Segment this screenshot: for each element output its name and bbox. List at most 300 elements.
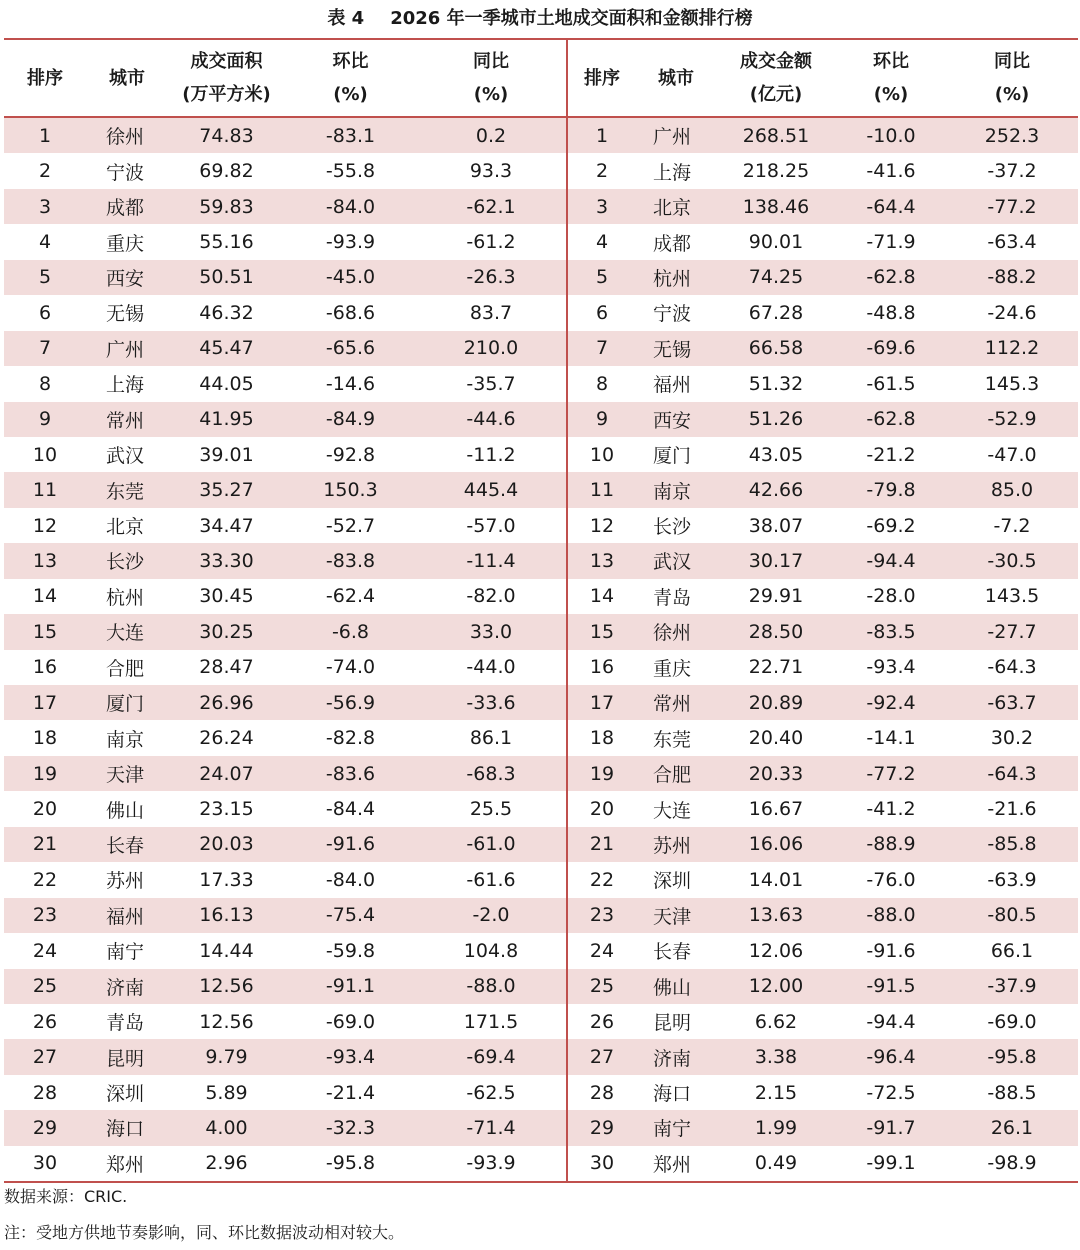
right-mom-cell: -64.4 xyxy=(866,195,916,218)
right-yoy-cell: 30.2 xyxy=(990,727,1034,750)
right-city-cell: 无锡 xyxy=(653,338,692,361)
right-rank-cell: 4 xyxy=(595,231,609,254)
header-right-rank xyxy=(568,40,636,116)
header-left-area xyxy=(168,40,285,116)
left-mom-cell: -95.8 xyxy=(325,1152,376,1175)
header-text: 城市 xyxy=(109,67,145,89)
right-city-cell: 重庆 xyxy=(653,657,692,680)
right-mom-cell: -62.8 xyxy=(866,266,916,289)
right-mom-cell: -28.0 xyxy=(866,585,916,608)
right-city-cell: 佛山 xyxy=(653,976,692,999)
right-rank-cell: 21 xyxy=(589,833,615,856)
left-yoy-cell: 93.3 xyxy=(416,153,568,188)
left-area-cell: 14.44 xyxy=(199,939,254,962)
right-yoy-cell: -77.2 xyxy=(987,195,1037,218)
left-city-cell: 佛山 xyxy=(106,799,145,822)
left-mom-cell: -93.9 xyxy=(325,231,376,254)
left-rank-cell: 4 xyxy=(38,231,52,254)
left-mom-cell: -91.6 xyxy=(325,833,376,856)
right-mom-cell: -94.4 xyxy=(866,1010,916,1033)
right-mom-cell: -91.5 xyxy=(866,975,916,998)
table-row xyxy=(4,579,1078,614)
left-area-cell: 12.56 xyxy=(199,975,254,998)
right-mom-cell: -10.0 xyxy=(866,124,916,147)
right-yoy-cell: -64.3 xyxy=(987,656,1037,679)
left-city-cell: 天津 xyxy=(106,764,145,787)
table-row xyxy=(4,933,1078,968)
table-row xyxy=(4,118,1078,153)
left-rank-cell: 19 xyxy=(32,762,58,785)
right-yoy-cell: -21.6 xyxy=(987,798,1037,821)
right-city-cell: 西安 xyxy=(653,409,692,432)
right-rank-cell: 25 xyxy=(589,975,615,998)
left-mom-cell: -92.8 xyxy=(325,443,376,466)
left-rank-cell: 29 xyxy=(32,1116,58,1139)
right-city-cell: 宁波 xyxy=(653,303,692,326)
right-amount-cell: 218.25 xyxy=(742,160,810,183)
right-city-cell: 厦门 xyxy=(653,445,692,468)
left-yoy-cell: -11.2 xyxy=(416,437,568,472)
left-rank-cell: 12 xyxy=(32,514,58,537)
table-row xyxy=(4,543,1078,578)
table-row xyxy=(4,153,1078,188)
right-yoy-cell: -69.0 xyxy=(987,1010,1037,1033)
right-amount-cell: 12.06 xyxy=(748,939,804,962)
left-area-cell: 69.82 xyxy=(199,160,254,183)
right-rank-cell: 14 xyxy=(589,585,615,608)
right-amount-cell: 51.32 xyxy=(748,372,804,395)
right-amount-cell: 30.17 xyxy=(748,549,804,572)
right-yoy-cell: -85.8 xyxy=(987,833,1037,856)
right-amount-cell: 43.05 xyxy=(748,443,804,466)
left-mom-cell: -32.3 xyxy=(325,1116,376,1139)
right-city-cell: 南京 xyxy=(653,480,692,503)
left-yoy-cell: 210.0 xyxy=(416,331,568,366)
table-row xyxy=(4,260,1078,295)
left-city-cell: 北京 xyxy=(106,516,145,539)
left-area-cell: 55.16 xyxy=(199,231,254,254)
left-mom-cell: -65.6 xyxy=(325,337,376,360)
left-yoy-cell: -82.0 xyxy=(416,579,568,614)
header-left-mom xyxy=(285,40,416,116)
right-mom-cell: -83.5 xyxy=(866,620,916,643)
left-yoy-cell: 86.1 xyxy=(416,720,568,755)
right-amount-cell: 6.62 xyxy=(754,1010,798,1033)
left-mom-cell: -52.7 xyxy=(325,514,376,537)
header-text: (%) xyxy=(873,84,909,105)
header-text: 城市 xyxy=(658,67,694,89)
left-area-cell: 2.96 xyxy=(205,1152,248,1175)
left-area-cell: 33.30 xyxy=(199,549,254,572)
right-yoy-cell: -98.9 xyxy=(987,1152,1037,1175)
left-city-cell: 海口 xyxy=(106,1118,145,1141)
right-city-cell: 成都 xyxy=(653,232,692,255)
right-yoy-cell: 252.3 xyxy=(984,124,1040,147)
left-area-cell: 17.33 xyxy=(199,868,254,891)
left-rank-cell: 22 xyxy=(32,868,58,891)
right-mom-cell: -88.9 xyxy=(866,833,916,856)
right-city-cell: 海口 xyxy=(653,1083,692,1106)
header-text: 排序 xyxy=(584,67,620,89)
left-rank-cell: 6 xyxy=(38,301,52,324)
left-rank-cell: 26 xyxy=(32,1010,58,1033)
right-yoy-cell: -27.7 xyxy=(987,620,1037,643)
left-rank-cell: 15 xyxy=(32,620,58,643)
left-city-cell: 成都 xyxy=(106,197,145,220)
right-city-cell: 北京 xyxy=(653,197,692,220)
header-right-city xyxy=(636,40,716,116)
header-text: (%) xyxy=(473,84,509,105)
left-rank-cell: 14 xyxy=(32,585,58,608)
right-amount-cell: 138.46 xyxy=(742,195,810,218)
right-mom-cell: -96.4 xyxy=(866,1046,916,1069)
right-yoy-cell: -52.9 xyxy=(987,408,1037,431)
left-city-cell: 合肥 xyxy=(106,657,145,680)
left-yoy-cell: -61.6 xyxy=(416,862,568,897)
left-area-cell: 4.00 xyxy=(205,1116,248,1139)
right-rank-cell: 7 xyxy=(595,337,609,360)
left-city-cell: 深圳 xyxy=(106,1083,145,1106)
right-amount-cell: 12.00 xyxy=(748,975,804,998)
left-area-cell: 39.01 xyxy=(199,443,254,466)
table-row xyxy=(4,331,1078,366)
right-rank-cell: 11 xyxy=(589,479,615,502)
left-city-cell: 长沙 xyxy=(106,551,145,574)
table-row xyxy=(4,791,1078,826)
left-area-cell: 16.13 xyxy=(199,904,254,927)
table-row xyxy=(4,614,1078,649)
left-area-cell: 9.79 xyxy=(205,1046,248,1069)
right-rank-cell: 28 xyxy=(589,1081,615,1104)
left-area-cell: 28.47 xyxy=(199,656,254,679)
left-rank-cell: 5 xyxy=(38,266,52,289)
right-yoy-cell: 143.5 xyxy=(984,585,1040,608)
left-area-cell: 41.95 xyxy=(199,408,254,431)
table-row xyxy=(4,224,1078,259)
right-yoy-cell: -88.5 xyxy=(987,1081,1037,1104)
left-area-cell: 24.07 xyxy=(199,762,254,785)
right-mom-cell: -91.7 xyxy=(866,1116,916,1139)
right-yoy-cell: -7.2 xyxy=(993,514,1031,537)
right-amount-cell: 28.50 xyxy=(748,620,804,643)
left-yoy-cell: -11.4 xyxy=(416,543,568,578)
right-amount-cell: 268.51 xyxy=(742,124,810,147)
left-area-cell: 59.83 xyxy=(199,195,254,218)
table-row xyxy=(4,685,1078,720)
left-area-cell: 5.89 xyxy=(205,1081,248,1104)
right-city-cell: 昆明 xyxy=(653,1012,692,1035)
right-amount-cell: 20.33 xyxy=(748,762,804,785)
left-rank-cell: 28 xyxy=(32,1081,58,1104)
left-mom-cell: -84.4 xyxy=(325,798,376,821)
left-yoy-cell: -68.3 xyxy=(416,756,568,791)
left-yoy-cell: 104.8 xyxy=(416,933,568,968)
right-mom-cell: -41.6 xyxy=(866,160,916,183)
right-rank-cell: 9 xyxy=(595,408,609,431)
left-mom-cell: -6.8 xyxy=(331,620,370,643)
right-mom-cell: -61.5 xyxy=(866,372,916,395)
right-yoy-cell: -30.5 xyxy=(987,549,1037,572)
header-right-amount xyxy=(716,40,836,116)
left-yoy-cell: -44.6 xyxy=(416,402,568,437)
left-area-cell: 74.83 xyxy=(199,124,254,147)
right-city-cell: 东莞 xyxy=(653,728,692,751)
right-yoy-cell: -37.2 xyxy=(987,160,1037,183)
left-rank-cell: 18 xyxy=(32,727,58,750)
right-yoy-cell: -24.6 xyxy=(987,301,1037,324)
header-text: (亿元) xyxy=(749,84,803,105)
left-city-cell: 郑州 xyxy=(106,1153,145,1176)
left-area-cell: 26.96 xyxy=(199,691,254,714)
right-amount-cell: 1.99 xyxy=(754,1116,798,1139)
left-mom-cell: -83.6 xyxy=(325,762,376,785)
right-mom-cell: -94.4 xyxy=(866,549,916,572)
table-row xyxy=(4,898,1078,933)
left-rank-cell: 11 xyxy=(32,479,58,502)
left-mom-cell: -93.4 xyxy=(325,1046,376,1069)
right-city-cell: 福州 xyxy=(653,374,692,397)
right-rank-cell: 10 xyxy=(589,443,615,466)
left-area-cell: 30.45 xyxy=(199,585,254,608)
left-mom-cell: -84.0 xyxy=(325,868,376,891)
left-mom-cell: -56.9 xyxy=(325,691,376,714)
right-amount-cell: 74.25 xyxy=(748,266,804,289)
left-city-cell: 广州 xyxy=(106,338,145,361)
left-area-cell: 30.25 xyxy=(199,620,254,643)
left-rank-cell: 9 xyxy=(38,408,52,431)
right-city-cell: 长沙 xyxy=(653,516,692,539)
left-area-cell: 35.27 xyxy=(199,479,254,502)
left-mom-cell: -75.4 xyxy=(325,904,376,927)
table-row xyxy=(4,437,1078,472)
left-mom-cell: -59.8 xyxy=(325,939,376,962)
right-amount-cell: 16.67 xyxy=(748,798,804,821)
left-yoy-cell: -61.0 xyxy=(416,827,568,862)
right-rank-cell: 24 xyxy=(589,939,615,962)
left-yoy-cell: -33.6 xyxy=(416,685,568,720)
left-mom-cell: -84.9 xyxy=(325,408,376,431)
right-mom-cell: -79.8 xyxy=(866,479,916,502)
left-city-cell: 宁波 xyxy=(106,161,145,184)
left-city-cell: 青岛 xyxy=(106,1012,145,1035)
left-mom-cell: -82.8 xyxy=(325,727,376,750)
table-row xyxy=(4,508,1078,543)
left-yoy-cell: 445.4 xyxy=(416,472,568,507)
header-text: (%) xyxy=(333,84,368,105)
left-rank-cell: 20 xyxy=(32,798,58,821)
right-city-cell: 大连 xyxy=(653,799,692,822)
header-text: 环比 xyxy=(332,51,369,72)
right-rank-cell: 29 xyxy=(589,1116,615,1139)
table-row xyxy=(4,827,1078,862)
header-text: 成交金额 xyxy=(740,51,812,72)
right-rank-cell: 13 xyxy=(589,549,615,572)
right-amount-cell: 20.40 xyxy=(748,727,804,750)
left-yoy-cell: -88.0 xyxy=(416,969,568,1004)
right-amount-cell: 67.28 xyxy=(748,301,804,324)
table-row xyxy=(4,366,1078,401)
table-header-row xyxy=(4,40,1078,118)
table-row xyxy=(4,862,1078,897)
right-city-cell: 常州 xyxy=(653,693,692,716)
left-city-cell: 东莞 xyxy=(106,480,145,503)
table-row xyxy=(4,1075,1078,1110)
table-row xyxy=(4,189,1078,224)
right-city-cell: 杭州 xyxy=(653,267,692,290)
left-mom-cell: -83.1 xyxy=(325,124,376,147)
header-text: 排序 xyxy=(27,67,63,89)
header-right-mom xyxy=(836,40,946,116)
right-amount-cell: 20.89 xyxy=(748,691,804,714)
right-amount-cell: 2.15 xyxy=(754,1081,798,1104)
right-mom-cell: -93.4 xyxy=(866,656,916,679)
left-city-cell: 常州 xyxy=(106,409,145,432)
right-yoy-cell: -63.7 xyxy=(987,691,1037,714)
left-city-cell: 重庆 xyxy=(106,232,145,255)
right-rank-cell: 20 xyxy=(589,798,615,821)
right-city-cell: 广州 xyxy=(653,126,692,149)
right-mom-cell: -76.0 xyxy=(866,868,916,891)
right-city-cell: 郑州 xyxy=(653,1153,692,1176)
right-amount-cell: 22.71 xyxy=(748,656,804,679)
right-rank-cell: 8 xyxy=(595,372,609,395)
right-rank-cell: 17 xyxy=(589,691,615,714)
left-rank-cell: 3 xyxy=(38,195,52,218)
header-left-yoy xyxy=(416,40,568,116)
header-text: 同比 xyxy=(994,51,1030,72)
right-city-cell: 青岛 xyxy=(653,586,692,609)
right-rank-cell: 26 xyxy=(589,1010,615,1033)
right-city-cell: 长春 xyxy=(653,941,692,964)
left-city-cell: 杭州 xyxy=(106,586,145,609)
table-row xyxy=(4,1004,1078,1039)
left-yoy-cell: 0.2 xyxy=(416,118,568,153)
right-yoy-cell: -80.5 xyxy=(987,904,1037,927)
right-amount-cell: 51.26 xyxy=(748,408,804,431)
header-text: 环比 xyxy=(873,51,909,72)
left-yoy-cell: -57.0 xyxy=(416,508,568,543)
right-amount-cell: 38.07 xyxy=(748,514,804,537)
left-mom-cell: -84.0 xyxy=(325,195,376,218)
left-mom-cell: -62.4 xyxy=(325,585,376,608)
right-city-cell: 南宁 xyxy=(653,1118,692,1141)
right-mom-cell: -99.1 xyxy=(866,1152,916,1175)
right-mom-cell: -62.8 xyxy=(866,408,916,431)
left-yoy-cell: -62.1 xyxy=(416,189,568,224)
table-row xyxy=(4,650,1078,685)
left-yoy-cell: -2.0 xyxy=(416,898,568,933)
right-mom-cell: -88.0 xyxy=(866,904,916,927)
left-area-cell: 23.15 xyxy=(199,798,254,821)
left-mom-cell: -83.8 xyxy=(325,549,376,572)
left-mom-cell: -55.8 xyxy=(325,160,376,183)
left-rank-cell: 30 xyxy=(32,1152,58,1175)
right-mom-cell: -92.4 xyxy=(866,691,916,714)
right-mom-cell: -21.2 xyxy=(866,443,916,466)
table-row xyxy=(4,756,1078,791)
left-rank-cell: 7 xyxy=(38,337,52,360)
right-rank-cell: 12 xyxy=(589,514,615,537)
left-rank-cell: 16 xyxy=(32,656,58,679)
left-yoy-cell: 33.0 xyxy=(416,614,568,649)
left-rank-cell: 10 xyxy=(32,443,58,466)
table-row xyxy=(4,1110,1078,1145)
left-city-cell: 大连 xyxy=(106,622,145,645)
right-rank-cell: 23 xyxy=(589,904,615,927)
right-city-cell: 上海 xyxy=(653,161,692,184)
left-rank-cell: 13 xyxy=(32,549,58,572)
right-mom-cell: -71.9 xyxy=(866,231,916,254)
right-yoy-cell: -88.2 xyxy=(987,266,1037,289)
left-rank-cell: 27 xyxy=(32,1046,58,1069)
right-city-cell: 徐州 xyxy=(653,622,692,645)
right-mom-cell: -69.2 xyxy=(866,514,916,537)
right-rank-cell: 1 xyxy=(595,124,609,147)
left-city-cell: 苏州 xyxy=(106,870,145,893)
left-mom-cell: -69.0 xyxy=(325,1010,376,1033)
table-row xyxy=(4,969,1078,1004)
right-amount-cell: 14.01 xyxy=(748,868,804,891)
table-number: 表 4 xyxy=(327,8,365,29)
right-city-cell: 苏州 xyxy=(653,834,692,857)
right-rank-cell: 15 xyxy=(589,620,615,643)
table-row xyxy=(4,1146,1078,1181)
right-amount-cell: 66.58 xyxy=(748,337,804,360)
left-yoy-cell: 171.5 xyxy=(416,1004,568,1039)
right-yoy-cell: 66.1 xyxy=(990,939,1034,962)
left-area-cell: 46.32 xyxy=(199,301,254,324)
left-rank-cell: 21 xyxy=(32,833,58,856)
right-city-cell: 合肥 xyxy=(653,764,692,787)
right-yoy-cell: -63.9 xyxy=(987,868,1037,891)
left-yoy-cell: -61.2 xyxy=(416,224,568,259)
right-yoy-cell: -37.9 xyxy=(987,975,1037,998)
remark-note: 注：受地方供地节奏影响，同、环比数据波动相对较大。 xyxy=(4,1223,405,1242)
left-mom-cell: -74.0 xyxy=(325,656,376,679)
left-yoy-cell: -26.3 xyxy=(416,260,568,295)
left-rank-cell: 1 xyxy=(38,124,52,147)
right-yoy-cell: -47.0 xyxy=(987,443,1037,466)
header-text: (万平方米) xyxy=(182,84,271,105)
left-yoy-cell: -69.4 xyxy=(416,1039,568,1074)
right-amount-cell: 0.49 xyxy=(754,1152,798,1175)
left-mom-cell: 150.3 xyxy=(323,479,378,502)
right-amount-cell: 29.91 xyxy=(748,585,804,608)
table-title: 2026 年一季城市土地成交面积和金额排行榜 xyxy=(390,8,753,29)
right-amount-cell: 16.06 xyxy=(748,833,804,856)
right-amount-cell: 13.63 xyxy=(748,904,804,927)
table-caption xyxy=(0,6,1080,32)
table-row xyxy=(4,1039,1078,1074)
left-city-cell: 南京 xyxy=(106,728,145,751)
header-text: 同比 xyxy=(473,51,509,72)
header-left-city xyxy=(86,40,168,116)
left-city-cell: 长春 xyxy=(106,834,145,857)
left-yoy-cell: 25.5 xyxy=(416,791,568,826)
right-rank-cell: 16 xyxy=(589,656,615,679)
left-area-cell: 34.47 xyxy=(199,514,254,537)
right-mom-cell: -72.5 xyxy=(866,1081,916,1104)
right-yoy-cell: -63.4 xyxy=(987,231,1037,254)
left-mom-cell: -91.1 xyxy=(325,975,376,998)
table-row xyxy=(4,402,1078,437)
left-area-cell: 44.05 xyxy=(199,372,254,395)
right-rank-cell: 5 xyxy=(595,266,609,289)
left-rank-cell: 17 xyxy=(32,691,58,714)
right-rank-cell: 22 xyxy=(589,868,615,891)
right-rank-cell: 2 xyxy=(595,160,609,183)
left-rank-cell: 25 xyxy=(32,975,58,998)
